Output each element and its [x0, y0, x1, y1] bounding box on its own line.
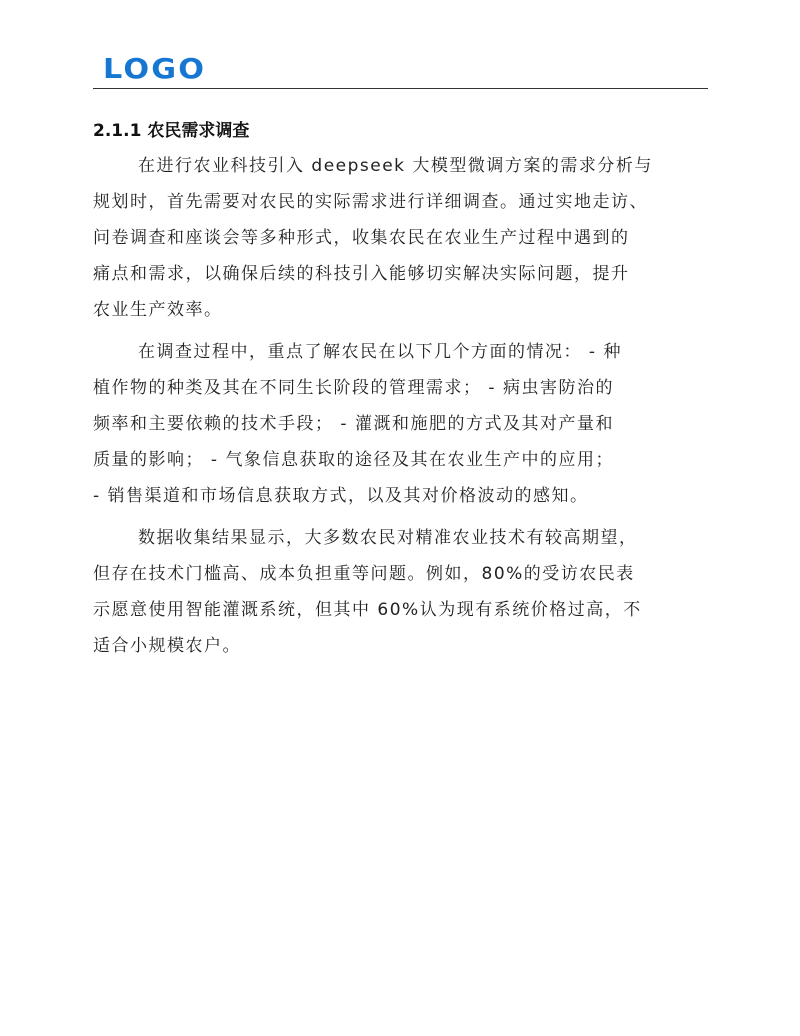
paragraph-2 — [93, 334, 713, 514]
paragraph-line: 痛点和需求，以确保后续的科技引入能够切实解决实际问题，提升 — [93, 264, 630, 284]
paragraph-line: 适合小规模农户。 — [93, 636, 241, 656]
paragraph-line: - 销售渠道和市场信息获取方式，以及其对价格波动的感知。 — [93, 486, 589, 506]
document-body — [93, 118, 713, 664]
paragraph-line: 示愿意使用智能灌溉系统，但其中 60%认为现有系统价格过高，不 — [93, 600, 642, 620]
paragraph-line: 农业生产效率。 — [93, 300, 223, 320]
paragraph-line: 植作物的种类及其在不同生长阶段的管理需求； - 病虫害防治的 — [93, 378, 614, 398]
paragraph-line: 问卷调查和座谈会等多种形式，收集农民在农业生产过程中遇到的 — [93, 228, 630, 248]
paragraph-line: 数据收集结果显示，大多数农民对精准农业技术有较高期望， — [138, 528, 638, 548]
logo: LOGO — [103, 52, 207, 85]
paragraph-line: 在调查过程中，重点了解农民在以下几个方面的情况： - 种 — [138, 342, 622, 362]
paragraph-line: 频率和主要依赖的技术手段； - 灌溉和施肥的方式及其对产量和 — [93, 414, 614, 434]
paragraph-line: 质量的影响； - 气象信息获取的途径及其在农业生产中的应用； — [93, 450, 614, 470]
paragraph-1 — [93, 148, 713, 328]
section-title: 2.1.1 农民需求调查 — [93, 121, 250, 141]
paragraph-line: 规划时，首先需要对农民的实际需求进行详细调查。通过实地走访、 — [93, 192, 648, 212]
paragraph-3 — [93, 520, 713, 664]
paragraph-line: 但存在技术门槛高、成本负担重等问题。例如，80%的受访农民表 — [93, 564, 635, 584]
page-header — [93, 52, 708, 89]
paragraph-line: 在进行农业科技引入 deepseek 大模型微调方案的需求分析与 — [138, 156, 653, 176]
